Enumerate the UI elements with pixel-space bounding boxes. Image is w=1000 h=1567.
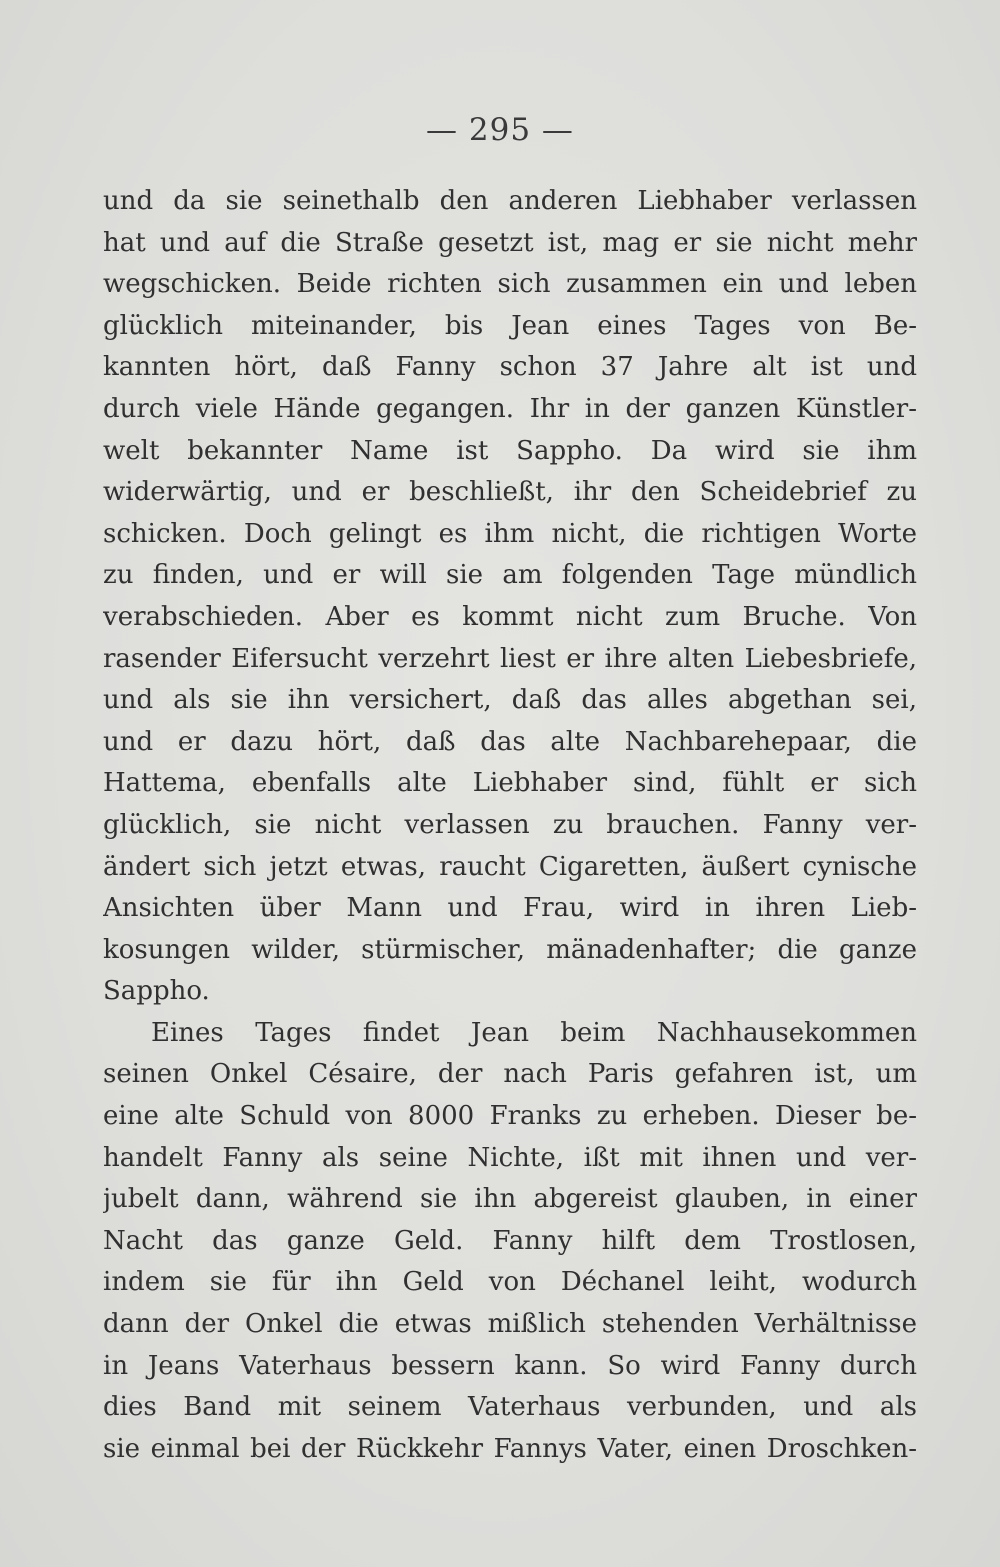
text-line: wegschicken. Beide richten sich zusammen ein und leben — [103, 269, 917, 300]
text-line: Nacht das ganze Geld. Fanny hilft dem Trostlosen, — [103, 1225, 917, 1256]
text-line: glücklich miteinander, bis Jean eines Tages von Be- — [103, 310, 917, 341]
text-line: durch viele Hände gegangen. Ihr in der ganzen Künstler- — [103, 393, 917, 424]
text-line: Sappho. — [103, 976, 210, 1007]
text-line: seinen Onkel Césaire, der nach Paris gefahren ist, um — [103, 1059, 917, 1090]
text-line: welt bekannter Name ist Sappho. Da wird sie ihm — [103, 435, 917, 466]
text-line: handelt Fanny als seine Nichte, ißt mit ihnen und ver- — [103, 1142, 917, 1173]
text-line: kosungen wilder, stürmischer, mänadenhafter; die ganze — [103, 934, 917, 965]
text-line: glücklich, sie nicht verlassen zu brauchen. Fanny ver- — [103, 809, 917, 840]
text-line: kannten hört, daß Fanny schon 37 Jahre alt ist und — [103, 352, 917, 383]
text-line: Eines Tages findet Jean beim Nachhausekommen — [151, 1017, 917, 1048]
text-line: und als sie ihn versichert, daß das alles abgethan sei, — [103, 685, 917, 716]
text-line: und er dazu hört, daß das alte Nachbarehepaar, die — [103, 726, 917, 757]
paragraph-2 — [103, 1013, 917, 1471]
text-line: ändert sich jetzt etwas, raucht Cigaretten, äußert cynische — [103, 851, 917, 882]
text-line: zu finden, und er will sie am folgenden Tage mündlich — [103, 560, 917, 591]
text-line: jubelt dann, während sie ihn abgereist glauben, in einer — [103, 1184, 917, 1215]
text-line: und da sie seinethalb den anderen Liebhaber verlassen — [103, 186, 917, 216]
text-line: Ansichten über Mann und Frau, wird in ihren Lieb- — [103, 893, 917, 924]
text-line: hat und auf die Straße gesetzt ist, mag er sie nicht mehr — [103, 227, 917, 258]
text-line: rasender Eifersucht verzehrt liest er ihre alten Liebesbriefe, — [103, 643, 917, 674]
text-line: in Jeans Vaterhaus bessern kann. So wird Fanny durch — [103, 1350, 917, 1381]
text-line: dann der Onkel die etwas mißlich stehenden Verhältnisse — [103, 1309, 917, 1340]
text-line: verabschieden. Aber es kommt nicht zum Bruche. Von — [103, 601, 917, 632]
text-line: dies Band mit seinem Vaterhaus verbunden, und als — [103, 1392, 917, 1423]
body-text — [103, 181, 917, 1470]
text-line: widerwärtig, und er beschließt, ihr den Scheidebrief zu — [103, 477, 917, 508]
text-line: indem sie für ihn Geld von Déchanel leiht, wodurch — [103, 1267, 917, 1298]
paragraph-1 — [103, 181, 917, 1013]
page-number: — 295 — — [426, 112, 574, 148]
text-line: Hattema, ebenfalls alte Liebhaber sind, fühlt er sich — [103, 768, 917, 799]
text-line: eine alte Schuld von 8000 Franks zu erheben. Dieser be- — [103, 1101, 917, 1132]
text-line: schicken. Doch gelingt es ihm nicht, die richtigen Worte — [103, 518, 917, 549]
text-line: sie einmal bei der Rückkehr Fannys Vater, einen Droschken- — [103, 1433, 917, 1464]
